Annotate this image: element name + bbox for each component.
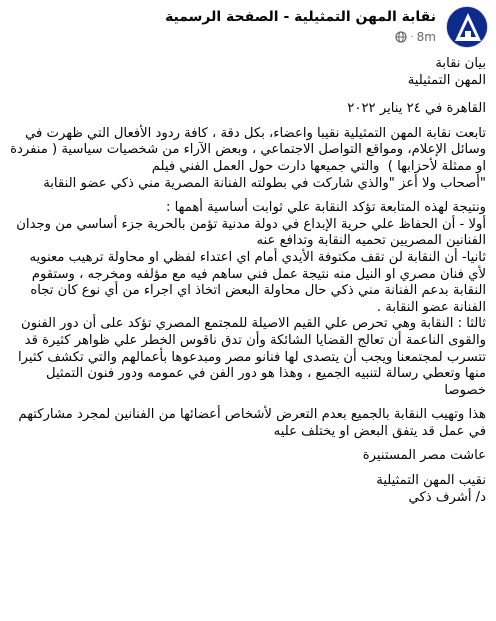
page-logo-icon [447,7,488,48]
meta-separator: · [410,31,414,43]
page-avatar[interactable] [446,6,488,48]
statement-signature: نقيب المهن التمثيلية د/ أشرف ذكي [376,473,486,505]
statement-appeal: هذا وتهيب النقابة بالجميع بعدم التعرض لأشخاص أعضائها من الفنانين لمجرد مشاركتهم في عمل قد يتفق البعض او يختلف عليه [14,407,486,439]
globe-icon [395,31,407,43]
post-body [10,56,486,506]
page-name-link[interactable]: نقابة المهن التمثيلية - الصفحة الرسمية [165,9,436,25]
statement-principles: ونتيجة لهذه المتابعة تؤكد النقابة علي ثوابت أساسية أهمها : أولا - أن الحفاظ علي حرية الإبداع في دولة مدنية تؤمن بالحرية جزء أساسي من وجدان الفنانين المصريين تحميه النقابة وتدافع عنه ثانيا- أن النقابة لن تقف مكتوفة الأيدي أمام اي اعتداء لفظي او محاولة ترهيب معنويه لأي فنان مصري او النيل منه نتيجة عمل فني ساهم فيه مع مؤلفه ومخرجه ، وستقوم النقابة بدعم الفنانة مني ذكي حال محاولة البعض اتخاذ اي اجراء من أي نوع كان تجاه الفنانة عضو النقابة . ثالثا : النقابة وهي تحرص علي القيم الاصيلة للمجتمع المصري تؤكد على أن دور الفنون والقوى الناعمة أن تعالج القضايا الشائكة وأن تدق ناقوس الخطر علي ظواهر كثيرة قد تتسرب لمجتمعنا ويجب أن يتصدى لها فنانو مصر ومبدعوها بأعمالهم والتي تكشف كثيرا منها وتعطي رسالة لتنبيه الجميع ، وهذا هو دور الفن في عمومه ودور فنون التمثيل خصوصا [16,200,486,398]
statement-slogan: عاشت مصر المستنيرة [362,448,486,464]
post-meta [395,30,436,44]
post-header [8,6,488,50]
statement-date: القاهرة في ٢٤ يناير ٢٠٢٢ [347,101,486,117]
statement-title: بيان نقابة المهن التمثيلية [407,56,486,88]
post-time[interactable]: 8m [416,30,436,44]
statement-intro: تابعت نقابة المهن التمثيلية نقيبا واعضاء، بكل دقة ، كافة ردود الأفعال التي ظهرت في وسائل الإعلام، ومواقع التواصل الاجتماعي ، وبعض الآراء من شخصيات سياسية ( منفردة او ممثلة لأحزابها ) والتي جميعها دارت حول العمل الفني فيلم "أصحاب ولا أعز "والذي شاركت في بطولته الفنانة المصرية مني ذكي عضو النقابة [10,125,486,191]
